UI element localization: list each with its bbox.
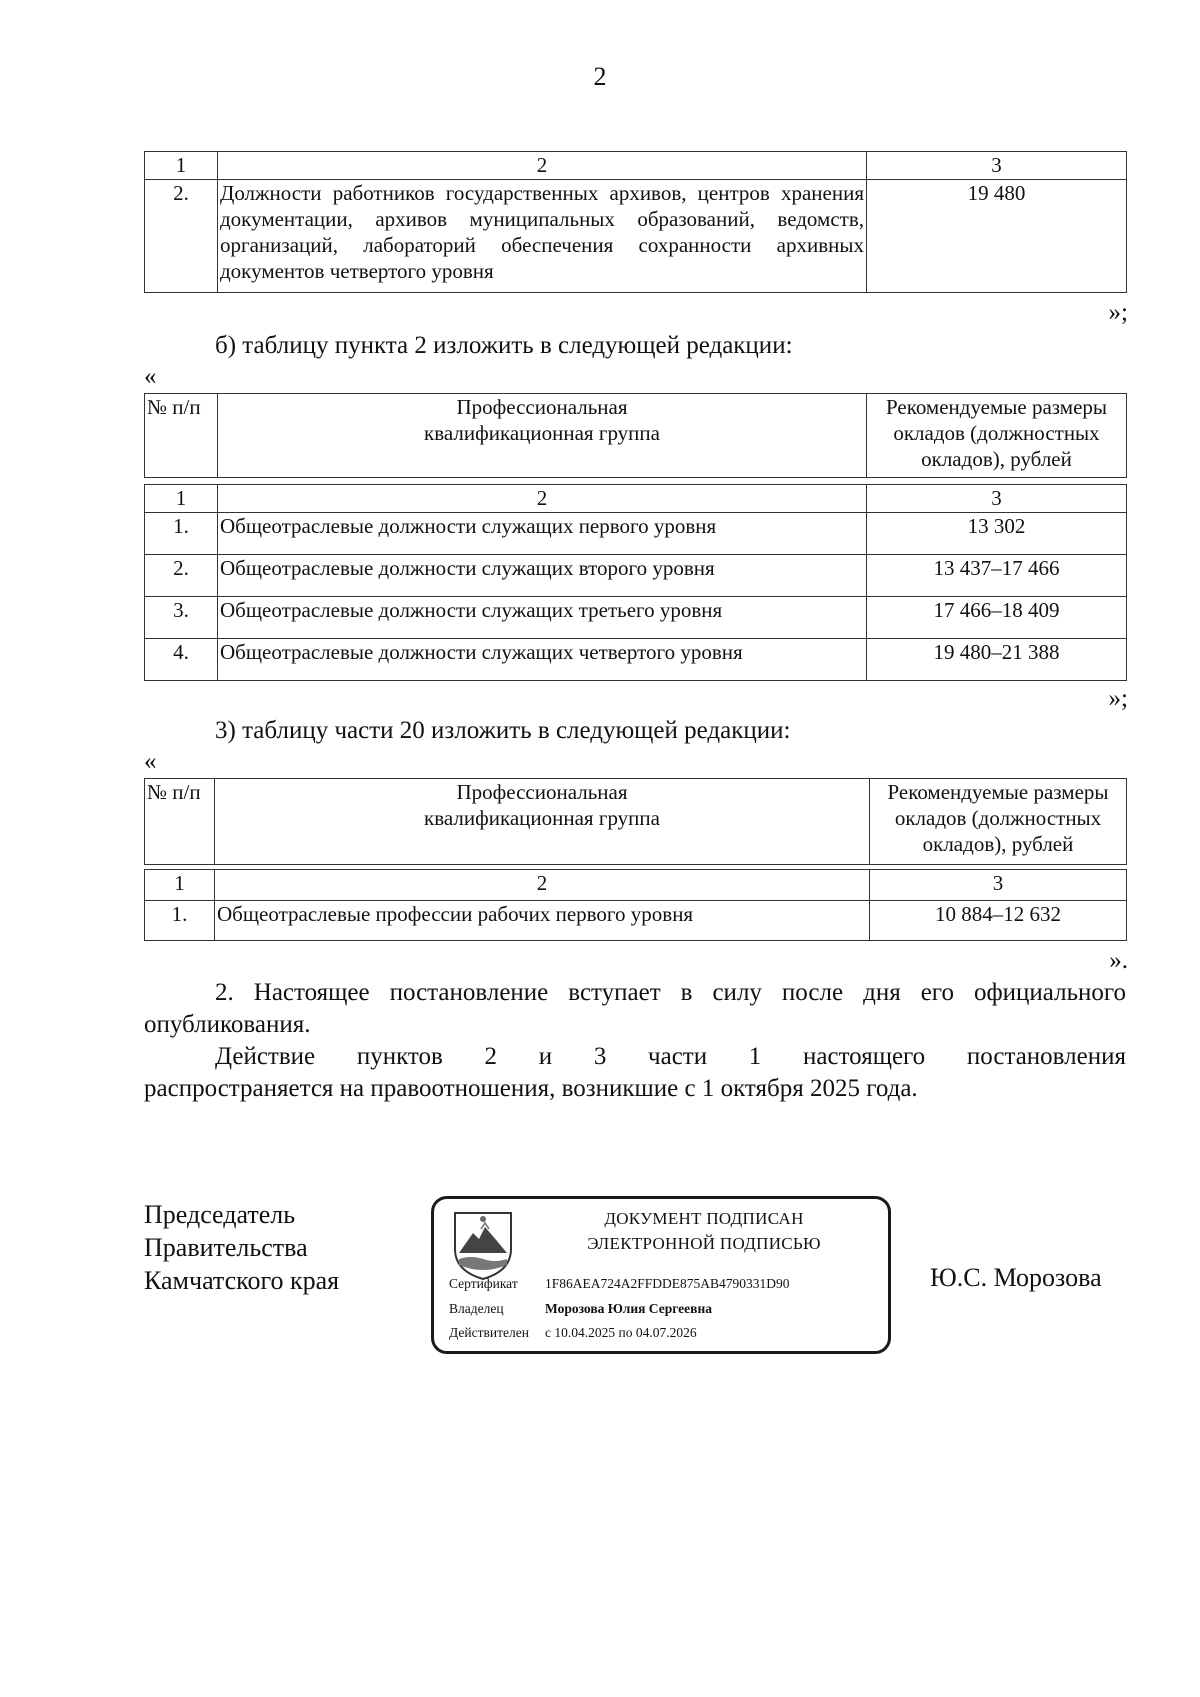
row-group-text: Общеотраслевые должности служащих второго уровня: [218, 555, 867, 597]
row-group-text: Общеотраслевые профессии рабочих первого уровня: [215, 901, 870, 941]
header-salary-line: Рекомендуемые размеры: [885, 395, 1108, 419]
header-group-line: квалификационная группа: [424, 421, 660, 445]
closing-quote: »;: [1108, 685, 1128, 712]
paragraph-action-line: Действие пунктов 2 и 3 части 1 настоящего постановления: [215, 1043, 1126, 1070]
column-number: 1: [145, 485, 218, 513]
table-row: [145, 597, 1127, 639]
header-salary-line: окладов), рублей: [921, 447, 1072, 471]
stamp-owner: [449, 1301, 712, 1317]
header-group-line: Профессиональная: [456, 780, 628, 804]
page-number: 2: [593, 62, 607, 91]
stamp-validity: [449, 1325, 697, 1341]
column-number: 3: [867, 485, 1127, 513]
stamp-validity-value: с 10.04.2025 по 04.07.2026: [545, 1325, 697, 1340]
paragraph-3: 3) таблицу части 20 изложить в следующей редакции:: [215, 717, 791, 744]
column-number: 3: [870, 870, 1127, 901]
signatory-name: Ю.С. Морозова: [930, 1263, 1102, 1292]
table-2: [144, 484, 1127, 681]
column-number: 2: [218, 152, 867, 180]
stamp-label: Сертификат: [449, 1276, 518, 1291]
header-group-line: квалификационная группа: [424, 806, 660, 830]
header-number: № п/п: [145, 394, 218, 478]
row-number: 2.: [145, 180, 218, 293]
table-2-header: [144, 393, 1127, 478]
closing-quote: ».: [1109, 947, 1128, 974]
header-salary: [870, 779, 1127, 865]
opening-quote: «: [144, 363, 157, 390]
table-row: [145, 513, 1127, 555]
row-number: 1.: [145, 513, 218, 555]
row-group-text: Общеотраслевые должности служащих третьего уровня: [218, 597, 867, 639]
stamp-title: ДОКУМЕНТ ПОДПИСАН: [604, 1209, 804, 1228]
row-number: 1.: [145, 901, 215, 941]
opening-quote: «: [144, 748, 157, 775]
row-number: 3.: [145, 597, 218, 639]
row-value: 13 437–17 466: [867, 555, 1127, 597]
row-value: 10 884–12 632: [870, 901, 1127, 941]
row-value: 19 480: [867, 180, 1127, 293]
table-row: [145, 901, 1127, 941]
header-number: № п/п: [145, 779, 215, 865]
header-salary-line: окладов), рублей: [922, 832, 1074, 856]
column-number: 3: [867, 152, 1127, 180]
row-value: 19 480–21 388: [867, 639, 1127, 681]
header-salary: [867, 394, 1127, 478]
table-3-header: [144, 778, 1127, 865]
kamchatka-emblem-icon: [451, 1209, 515, 1281]
signatory-line: Камчатского края: [144, 1266, 340, 1295]
stamp-certificate: [449, 1276, 790, 1292]
column-number: 2: [215, 870, 870, 901]
stamp-certificate-value: 1F86AEA724A2FFDDE875AB4790331D90: [545, 1276, 790, 1291]
table-row: [145, 555, 1127, 597]
table-continuation: [144, 151, 1127, 293]
header-group: [218, 394, 867, 478]
signatory-title: [144, 1198, 339, 1297]
table-row: [145, 639, 1127, 681]
paragraph-2-line: опубликования.: [144, 1011, 311, 1038]
table-row: [145, 180, 1127, 293]
closing-quote: »;: [1108, 299, 1128, 326]
header-salary-line: окладов (должностных: [893, 421, 1100, 445]
electronic-signature-stamp: [431, 1196, 891, 1354]
paragraph-b: б) таблицу пункта 2 изложить в следующей редакции:: [215, 332, 793, 359]
column-number: 2: [218, 485, 867, 513]
row-group-text: Общеотраслевые должности служащих первого уровня: [218, 513, 867, 555]
stamp-title: ЭЛЕКТРОННОЙ ПОДПИСЬЮ: [587, 1234, 821, 1253]
header-salary-line: окладов (должностных: [894, 806, 1102, 830]
paragraph-action-line: распространяется на правоотношения, возникшие с 1 октября 2025 года.: [144, 1075, 918, 1102]
row-value: 13 302: [867, 513, 1127, 555]
header-salary-line: Рекомендуемые размеры: [887, 780, 1109, 804]
signatory-line: Правительства: [144, 1233, 308, 1262]
column-number: 1: [145, 870, 215, 901]
signatory-line: Председатель: [144, 1200, 296, 1229]
header-group: [215, 779, 870, 865]
stamp-label: Действителен: [449, 1325, 529, 1340]
stamp-label: Владелец: [449, 1301, 504, 1316]
column-number: 1: [145, 152, 218, 180]
row-number: 2.: [145, 555, 218, 597]
table-3: [144, 869, 1127, 941]
paragraph-2-line: 2. Настоящее постановление вступает в силу после дня его официального: [215, 979, 1126, 1006]
header-group-line: Профессиональная: [456, 395, 628, 419]
row-number: 4.: [145, 639, 218, 681]
row-value: 17 466–18 409: [867, 597, 1127, 639]
stamp-owner-value: Морозова Юлия Сергеевна: [545, 1301, 712, 1316]
row-group-text: Общеотраслевые должности служащих четвертого уровня: [218, 639, 867, 681]
row-group-text: Должности работников государственных архивов, центров хранения документации, архивов муниципальных образований, ведомств, организаций, лабораторий обеспечения сохранности архивных документов четвертого уровня: [218, 180, 867, 293]
